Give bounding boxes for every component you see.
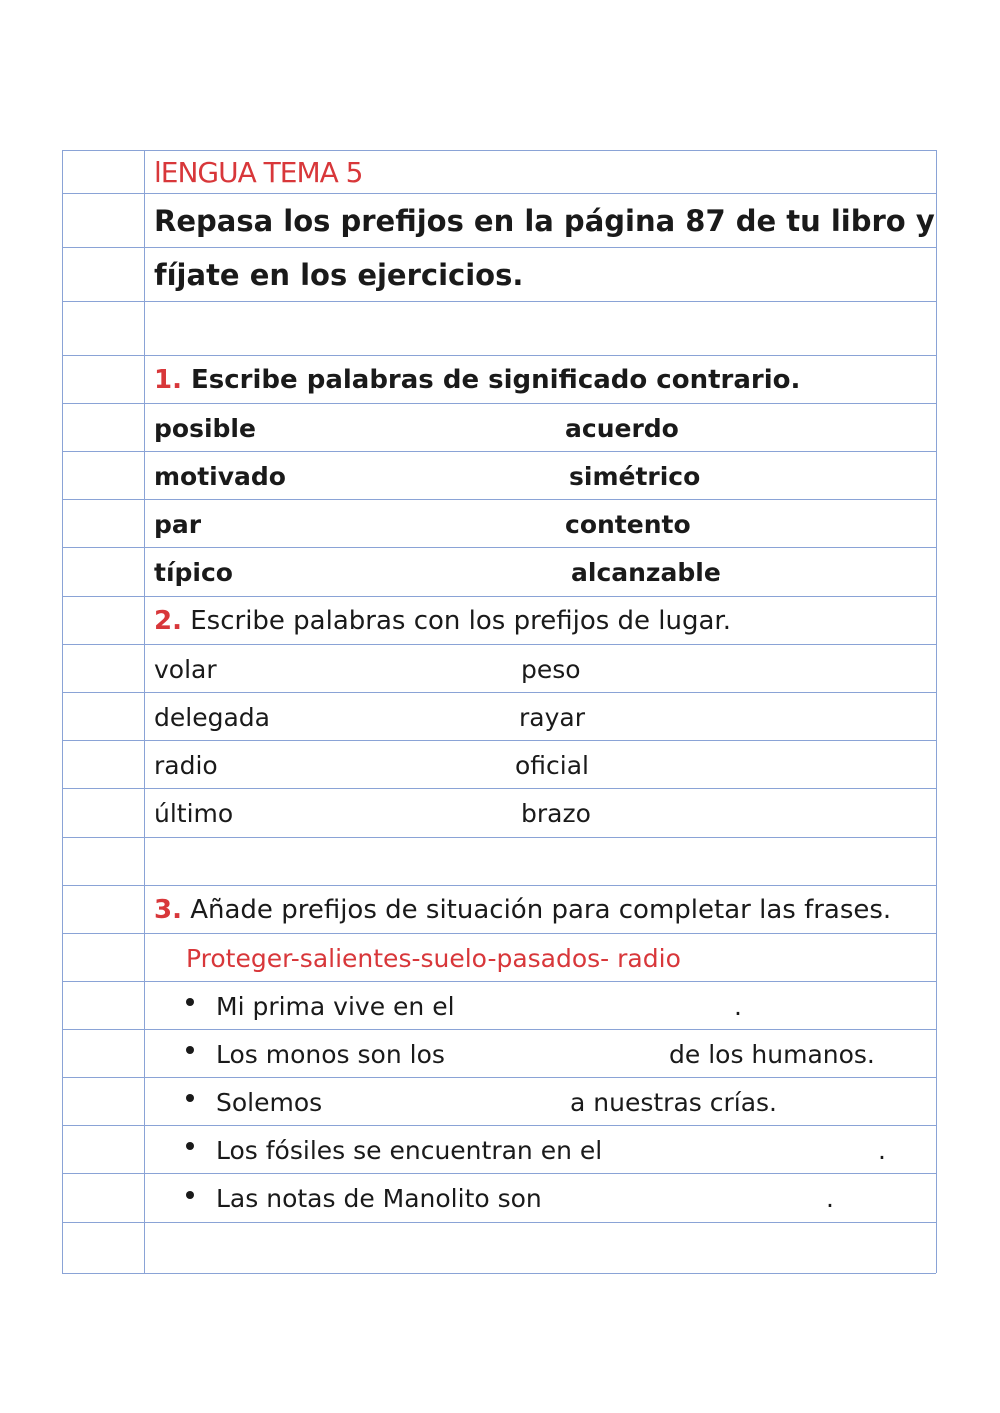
intro-row-1 — [62, 193, 936, 248]
ex1-word-left: motivado — [154, 461, 286, 491]
ex2-word-left: último — [154, 799, 234, 828]
sentence-end: a nuestras crías. — [570, 1087, 777, 1117]
ex3-number: 3. — [154, 895, 182, 925]
ex1-instruction-row — [62, 355, 936, 404]
ex3-sentence-row — [62, 981, 936, 1030]
ex1-word-right: alcanzable — [571, 558, 721, 587]
bullet-dot — [186, 1191, 194, 1199]
ex2-row — [62, 692, 936, 741]
ex2-word-right: rayar — [519, 702, 585, 732]
margin-line — [144, 150, 145, 1273]
left-border — [62, 150, 63, 1273]
bullet-dot — [186, 998, 194, 1006]
ex2-number: 2. — [154, 606, 182, 636]
ex1-word-right: acuerdo — [565, 413, 679, 443]
ex2-word-left: delegada — [154, 702, 270, 732]
intro-row-2 — [62, 247, 936, 302]
blank-row — [62, 301, 936, 356]
title-cell — [154, 151, 930, 194]
sentence-start: Los monos son los — [216, 1039, 445, 1069]
ex2-word-left: volar — [154, 654, 217, 684]
sentence-start: Mi prima vive en el — [216, 991, 455, 1021]
ex1-number: 1. — [154, 365, 182, 395]
sentence-start: Las notas de Manolito son — [216, 1184, 542, 1213]
ex2-row — [62, 644, 936, 693]
ex2-word-right: oficial — [515, 750, 589, 780]
ex3-word-bank: Proteger-salientes-suelo-pasados- radio — [186, 943, 681, 973]
sentence-end: . — [878, 1135, 886, 1165]
bullet-dot — [186, 1094, 194, 1102]
ex3-wordbank-row — [62, 933, 936, 982]
ex2-row — [62, 788, 936, 838]
ex2-row — [62, 740, 936, 789]
ex1-word-right: contento — [565, 509, 691, 539]
blank-row — [62, 1222, 936, 1274]
ex2-instruction-row — [62, 596, 936, 645]
ex2-instruction: Escribe palabras con los prefijos de lugar. — [190, 606, 732, 636]
ex1-row — [62, 451, 936, 500]
sentence-end: de los humanos. — [669, 1039, 875, 1069]
intro-line-2: fíjate en los ejercicios. — [154, 258, 524, 292]
sentence-end: . — [734, 991, 742, 1021]
ex1-word-right: simétrico — [569, 461, 701, 491]
title-row — [62, 150, 936, 194]
ex1-word-left: par — [154, 509, 202, 539]
notebook-sheet — [62, 150, 938, 1273]
ex1-row — [62, 547, 936, 597]
sentence-start: Solemos — [216, 1087, 323, 1117]
ex3-instruction: Añade prefijos de situación para completar las frases. — [190, 895, 892, 925]
ex1-instruction: Escribe palabras de significado contrario. — [191, 365, 801, 395]
ex1-word-left: típico — [154, 558, 233, 587]
ex3-sentence-row — [62, 1077, 936, 1126]
bullet-dot — [186, 1046, 194, 1054]
ex3-sentence-row — [62, 1173, 936, 1223]
bullet-dot — [186, 1142, 194, 1150]
page-title: lENGUA TEMA 5 — [154, 156, 363, 189]
ex2-word-left: radio — [154, 750, 218, 780]
sentence-end: . — [826, 1184, 834, 1213]
right-border — [936, 150, 937, 1273]
ex3-sentence-row — [62, 1125, 936, 1174]
intro-line-1: Repasa los prefijos en la página 87 de tu libro y — [154, 204, 935, 238]
ex1-row — [62, 403, 936, 452]
ex2-word-right: brazo — [521, 799, 591, 828]
blank-row — [62, 837, 936, 886]
ex1-word-left: posible — [154, 413, 256, 443]
ex1-row — [62, 499, 936, 548]
ex2-word-right: peso — [521, 654, 581, 684]
sentence-start: Los fósiles se encuentran en el — [216, 1135, 603, 1165]
ex3-instruction-row — [62, 885, 936, 934]
ex3-sentence-row — [62, 1029, 936, 1078]
